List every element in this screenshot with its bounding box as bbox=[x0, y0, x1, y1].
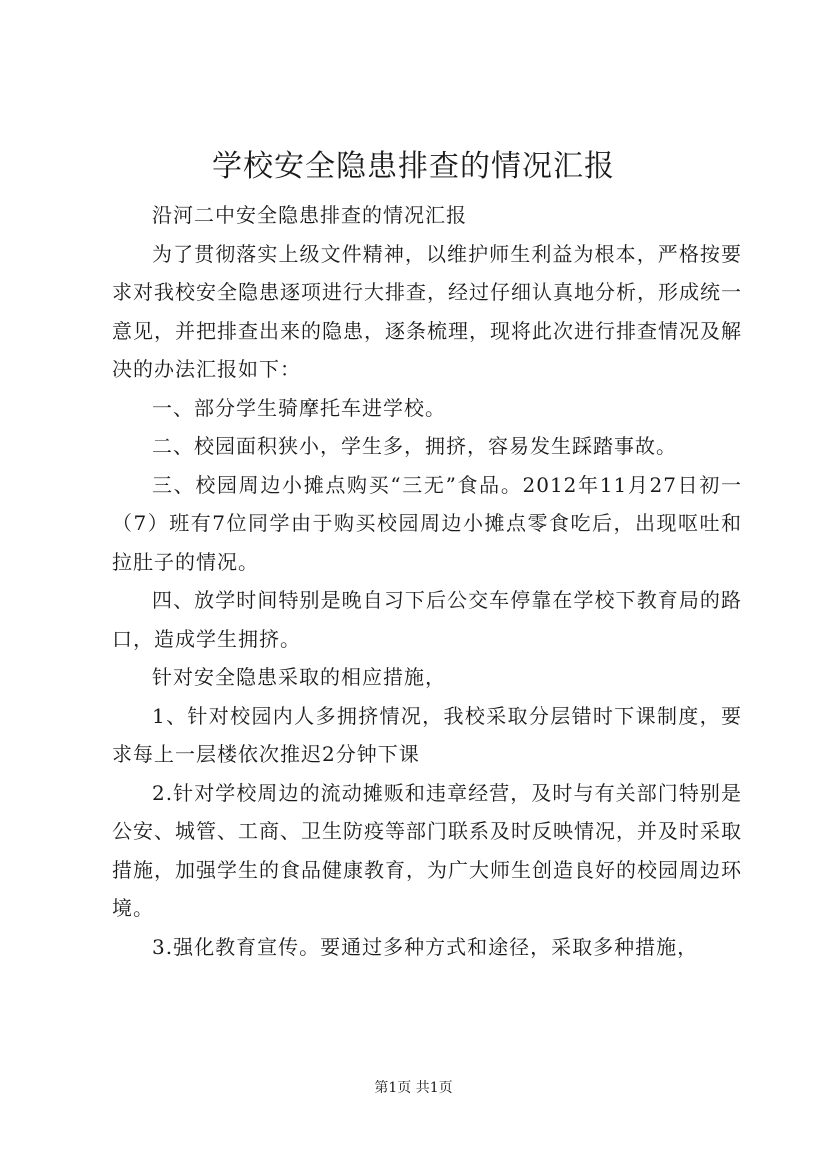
paragraph-issue-4: 四、放学时间特别是晚自习下后公交车停靠在学校下教育局的路口，造成学生拥挤。 bbox=[112, 588, 742, 651]
paragraph-intro: 为了贯彻落实上级文件精神，以维护师生利益为根本，严格按要求对我校安全隐患逐项进行大排查，经过仔细认真地分析，形成统一意见，并把排查出来的隐患，逐条梳理，现将此次进行排查情况及解决的办法汇报如下： bbox=[112, 241, 742, 381]
paragraph-measure-1: 1、针对校园内人多拥挤情况，我校采取分层错时下课制度，要求每上一层楼依次推迟2分钟下课 bbox=[112, 703, 742, 766]
paragraph-issue-1: 一、部分学生骑摩托车进学校。 bbox=[152, 395, 446, 420]
page-footer: 第1页 共1页 bbox=[374, 1080, 453, 1096]
paragraph-measure-2: 2.针对学校周边的流动摊贩和违章经营，及时与有关部门特别是公安、城管、工商、卫生防疫等部门联系及时反映情况，并及时采取措施，加强学生的食品健康教育，为广大师生创造良好的校园周边环境。 bbox=[112, 780, 742, 920]
paragraph-issue-2: 二、校园面积狭小，学生多，拥挤，容易发生踩踏事故。 bbox=[152, 434, 677, 458]
paragraph-measures-heading: 针对安全隐患采取的相应措施， bbox=[152, 665, 446, 689]
paragraph-issue-3: 三、校园周边小摊点购买“三无”食品。2012年11月27日初一（7）班有7位同学由于购买校园周边小摊点零食吃后，出现呕吐和拉肚子的情况。 bbox=[112, 472, 742, 574]
paragraph-subtitle: 沿河二中安全隐患排查的情况汇报 bbox=[152, 203, 467, 227]
document-title: 学校安全隐患排查的情况汇报 bbox=[212, 149, 615, 184]
paragraph-measure-3: 3.强化教育宣传。要通过多种方式和途径，采取多种措施， bbox=[152, 934, 699, 959]
document-body bbox=[112, 196, 742, 966]
